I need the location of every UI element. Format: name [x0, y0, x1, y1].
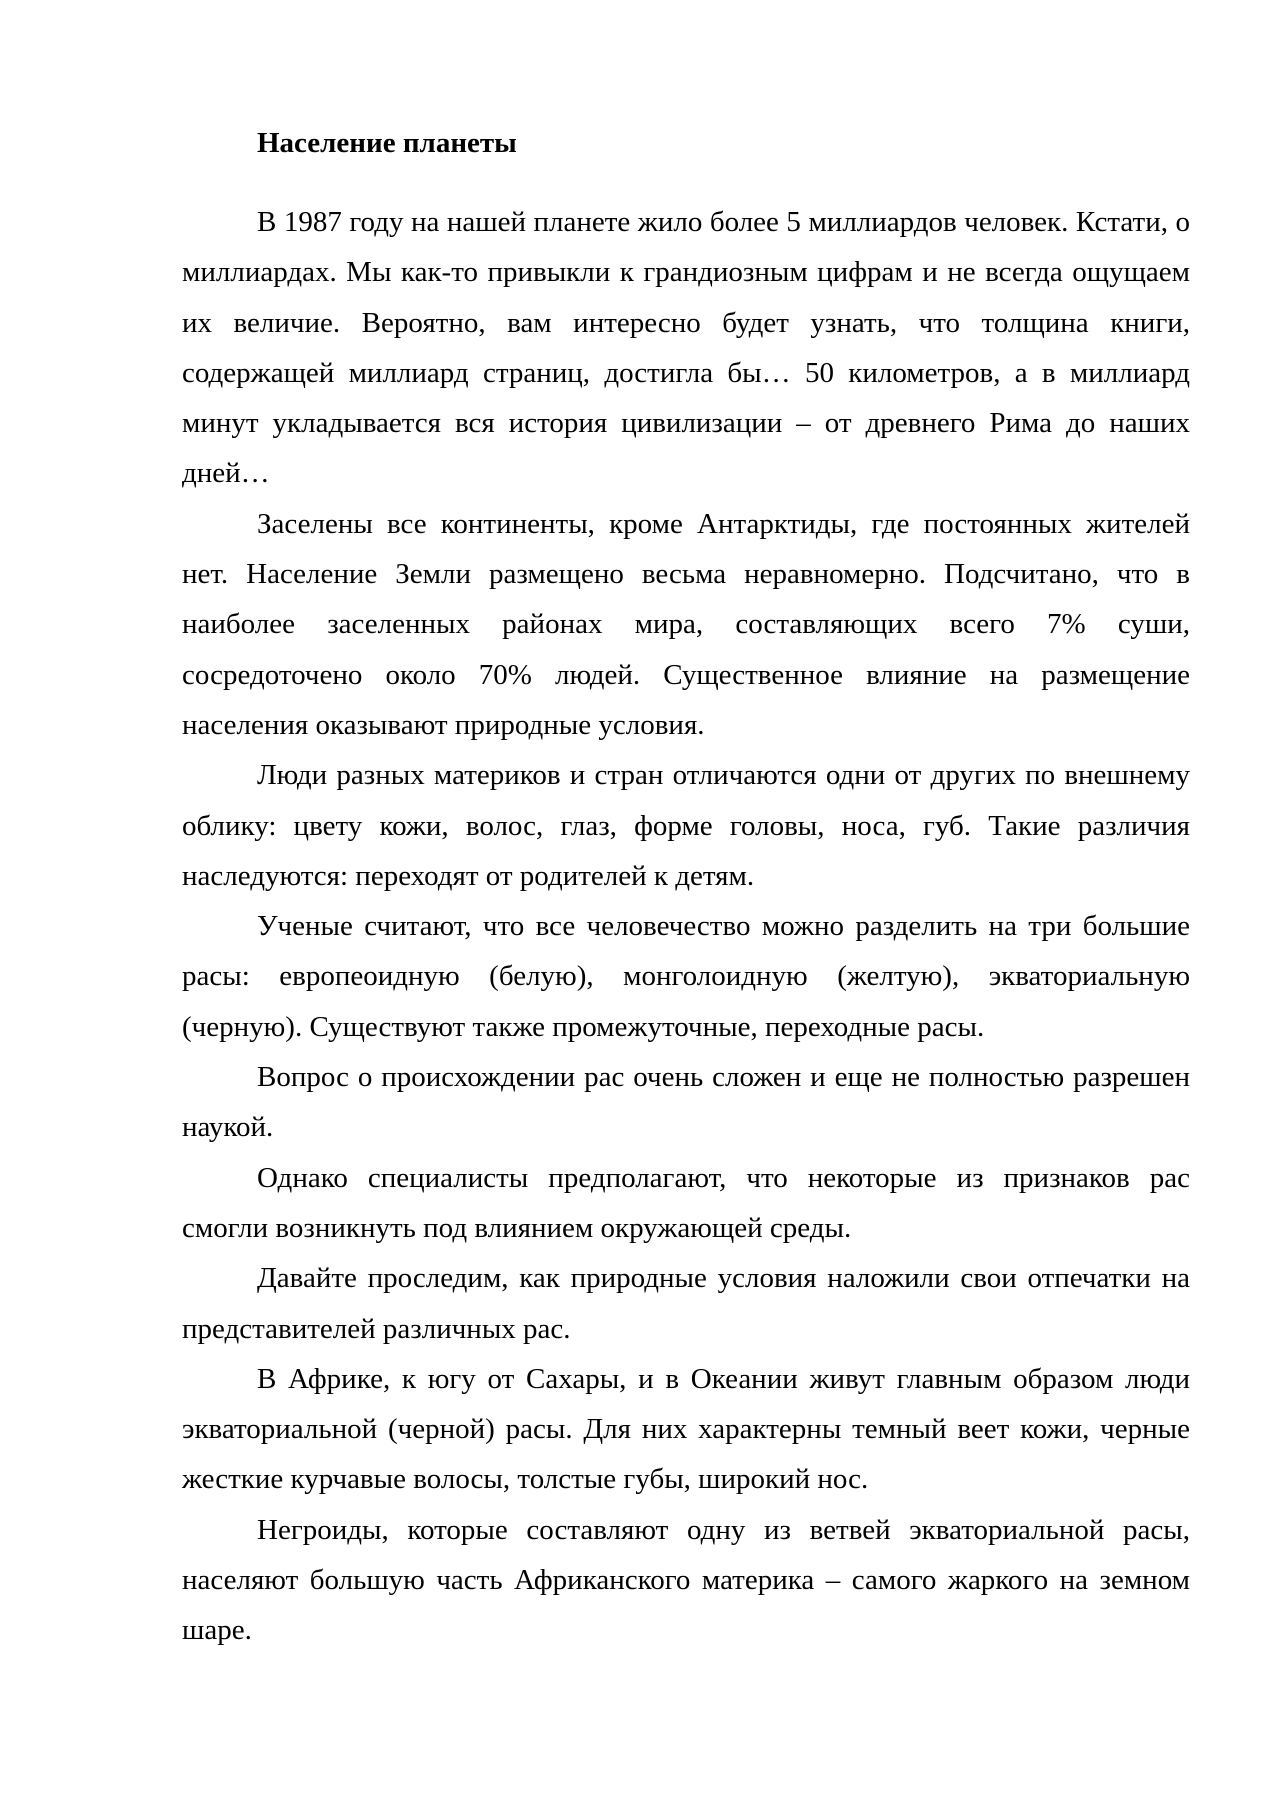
paragraph-6: Однако специалисты предполагают, что некоторые из признаков рас смогли возникнуть под влиянием окружающей среды. [182, 1161, 1190, 1244]
paragraph-9: Негроиды, которые составляют одну из ветвей экваториальной расы, населяют большую часть Африканского материка – самого жаркого на земном шаре. [182, 1513, 1190, 1647]
paragraph-8: В Африке, к югу от Сахары, и в Океании живут главным образом люди экваториальной (черной) расы. Для них характерны темный веет кожи, черные жесткие курчавые волосы, толстые губы, широкий нос. [182, 1362, 1190, 1496]
paragraph-7: Давайте проследим, как природные условия наложили свои отпечатки на представителей различных рас. [182, 1262, 1190, 1345]
paragraph-2: Заселены все континенты, кроме Антарктиды, где постоянных жителей нет. Население Земли размещено весьма неравномерно. Подсчитано, что в наиболее заселенных районах мира, составляющих всего 7% суши, сосредоточено около 70% людей. Существенное влияние на размещение населения оказывают природные условия. [182, 507, 1190, 741]
paragraph-4: Ученые считают, что все человечество можно разделить на три большие расы: европеоидную (белую), монголоидную (желтую), экваториальную (черную). Существуют также промежуточные, переходные расы. [182, 910, 1190, 1043]
paragraph-3: Люди разных материков и стран отличаются одни от других по внешнему облику: цвету кожи, волос, глаз, форме головы, носа, губ. Такие различия наследуются: переходят от родителей к детям. [182, 759, 1190, 892]
paragraph-5: Вопрос о происхождении рас очень сложен и еще не полностью разрешен наукой. [182, 1061, 1190, 1144]
document-body [182, 118, 1190, 1656]
document-title: Население планеты [257, 127, 517, 159]
paragraph-1: В 1987 году на нашей планете жило более 5 миллиардов человек. Кстати, о миллиардах. Мы как-то привыкли к грандиозным цифрам и не всегда ощущаем их величие. Вероятно, вам интересно будет узнать, что толщина книги, содержащей миллиард страниц, достигла бы… 50 километров, а в миллиард минут укладывается вся история цивилизации – от древнего Рима до наших дней… [182, 206, 1190, 490]
